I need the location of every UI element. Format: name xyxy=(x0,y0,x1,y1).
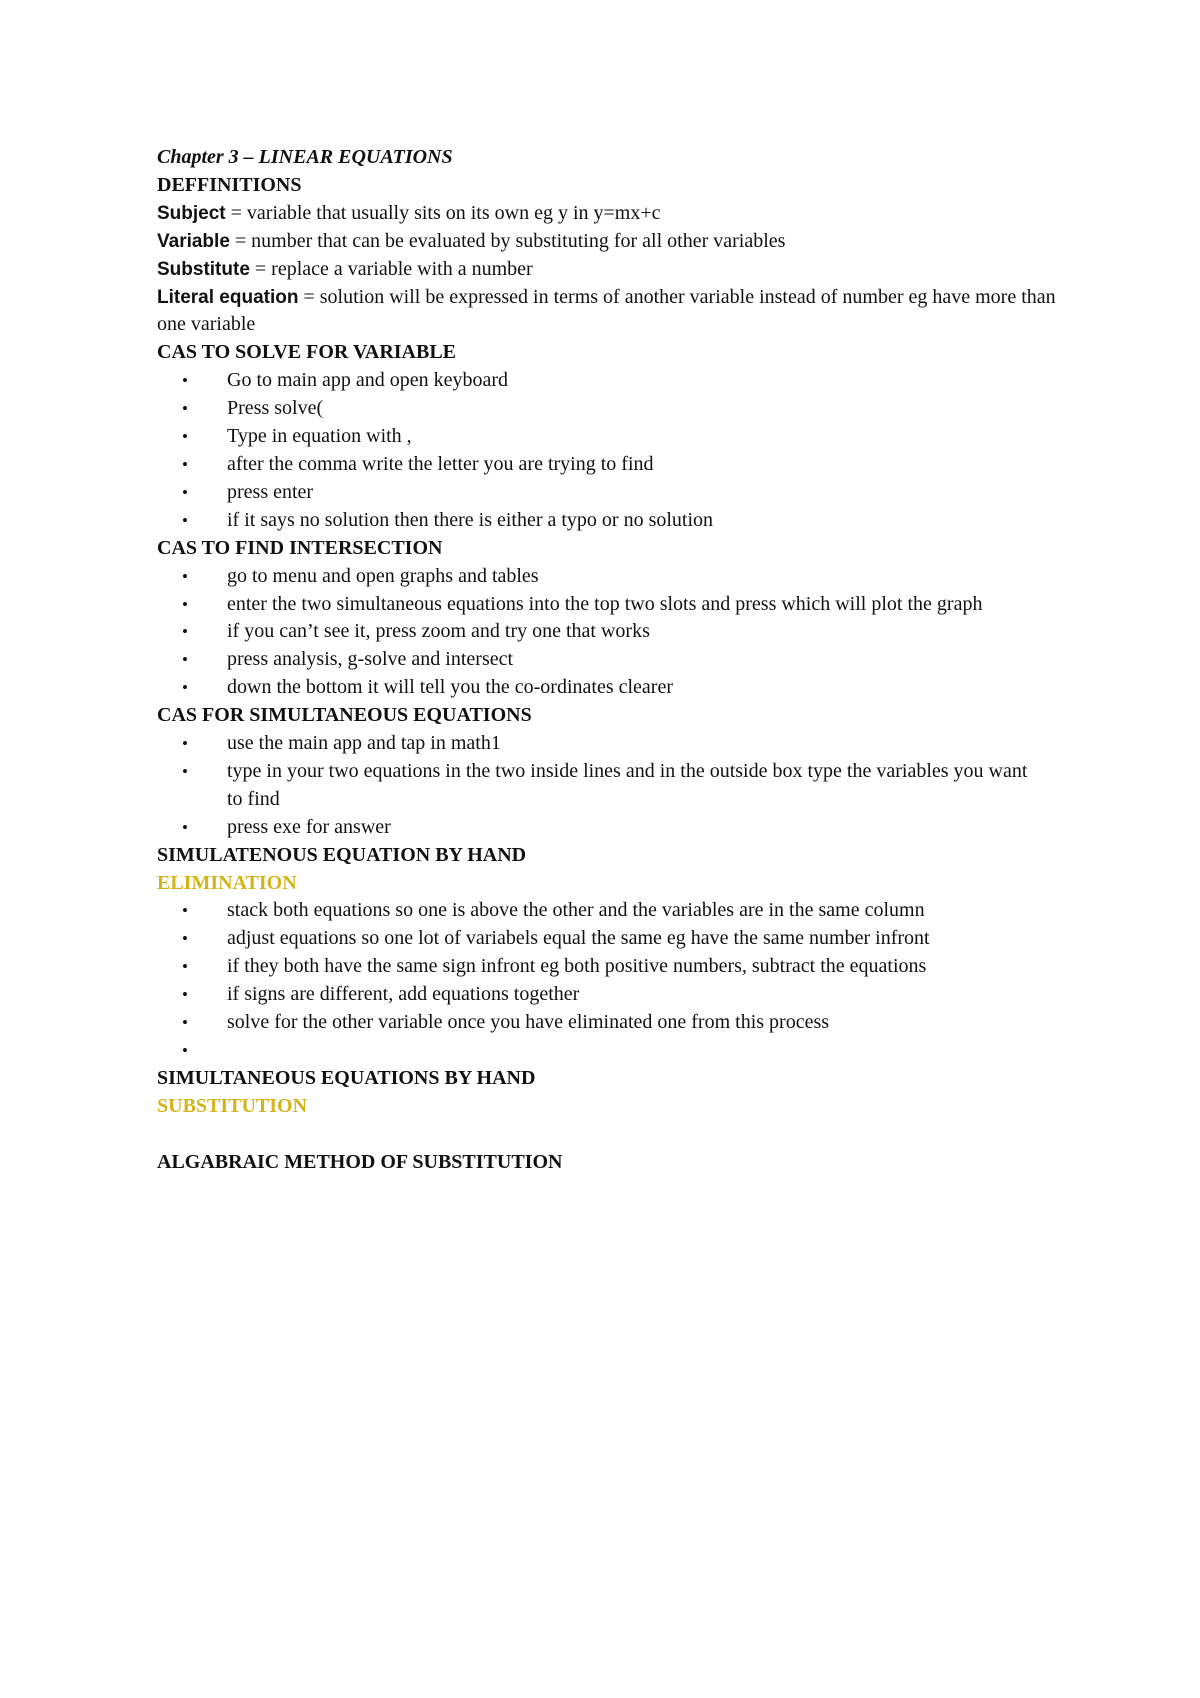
list-item xyxy=(157,674,1047,702)
definition-term: Subject xyxy=(157,202,226,224)
list-item-text: press analysis, g-solve and intersect xyxy=(227,648,514,671)
list-item-text: press exe for answer xyxy=(227,815,391,838)
list-item xyxy=(157,507,1047,535)
bullet-icon: • xyxy=(182,817,188,837)
bullet-icon: • xyxy=(182,399,188,419)
bullet-icon: • xyxy=(182,678,188,698)
definition-variable xyxy=(157,228,1057,256)
list-item-text: if they both have the same sign infront eg both positive numbers, subtract the equations xyxy=(227,955,927,978)
list-item-text: press enter xyxy=(227,480,314,503)
bullet-icon: • xyxy=(182,929,188,949)
list-item-text: go to menu and open graphs and tables xyxy=(227,564,539,587)
blank-line xyxy=(157,1121,1057,1149)
list-item xyxy=(157,1009,1047,1037)
cas-solve-list xyxy=(157,367,1057,534)
list-item xyxy=(157,925,1047,953)
bullet-icon: • xyxy=(182,734,188,754)
list-item xyxy=(157,423,1047,451)
list-item xyxy=(157,395,1047,423)
list-item-text: after the comma write the letter you are trying to find xyxy=(227,452,654,475)
definition-term: Variable xyxy=(157,230,230,252)
bullet-icon: • xyxy=(182,371,188,391)
definition-text: = variable that usually sits on its own eg y in y=mx+c xyxy=(225,201,661,224)
definition-term: Substitute xyxy=(157,258,250,280)
elimination-heading: SIMULATENOUS EQUATION BY HAND xyxy=(157,843,527,866)
list-item-text: if signs are different, add equations together xyxy=(227,983,580,1006)
bullet-icon: • xyxy=(182,957,188,977)
definition-text: = replace a variable with a number xyxy=(249,257,533,280)
elimination-list xyxy=(157,897,1057,1064)
list-item xyxy=(157,479,1047,507)
list-item xyxy=(157,563,1047,591)
bullet-icon: • xyxy=(182,1013,188,1033)
bullet-icon: • xyxy=(182,1041,188,1060)
list-item xyxy=(157,897,1047,925)
bullet-icon: • xyxy=(182,482,188,502)
bullet-icon: • xyxy=(182,566,188,586)
list-item xyxy=(157,451,1047,479)
list-item xyxy=(157,953,1047,981)
list-item-text: Go to main app and open keyboard xyxy=(227,369,509,392)
algebraic-heading: ALGABRAIC METHOD OF SUBSTITUTION xyxy=(157,1150,563,1173)
list-item-text: type in your two equations in the two inside lines and in the outside box type the variables you want to find xyxy=(227,759,1028,810)
cas-simultaneous-list xyxy=(157,730,1057,842)
list-item xyxy=(157,730,1047,758)
definition-text: = number that can be evaluated by substituting for all other variables xyxy=(229,229,786,252)
substitution-subheading: SUBSTITUTION xyxy=(157,1094,308,1117)
list-item-text: Type in equation with , xyxy=(227,425,412,448)
definition-subject xyxy=(157,200,1057,228)
page-title: Chapter 3 – LINEAR EQUATIONS xyxy=(157,146,453,168)
substitution-heading: SIMULTANEOUS EQUATIONS BY HAND xyxy=(157,1066,536,1089)
list-item-text: if you can’t see it, press zoom and try one that works xyxy=(227,620,650,643)
list-item xyxy=(157,367,1047,395)
list-item-text: enter the two simultaneous equations into the top two slots and press which will plot the graph xyxy=(227,592,983,615)
bullet-icon: • xyxy=(182,622,188,642)
list-item xyxy=(157,646,1047,674)
list-item xyxy=(157,591,1047,619)
list-item xyxy=(157,814,1047,842)
list-item xyxy=(157,1037,1047,1065)
definitions-heading: DEFFINITIONS xyxy=(157,173,302,196)
cas-solve-heading: CAS TO SOLVE FOR VARIABLE xyxy=(157,341,457,364)
cas-simultaneous-heading: CAS FOR SIMULTANEOUS EQUATIONS xyxy=(157,704,532,727)
list-item xyxy=(157,758,1047,814)
bullet-icon: • xyxy=(182,650,188,670)
cas-intersection-list xyxy=(157,563,1057,703)
bullet-icon: • xyxy=(182,901,188,921)
bullet-icon: • xyxy=(182,427,188,447)
bullet-icon: • xyxy=(182,985,188,1005)
list-item-text: solve for the other variable once you have eliminated one from this process xyxy=(227,1011,830,1034)
list-item-text: adjust equations so one lot of variabels equal the same eg have the same number infront xyxy=(227,927,930,950)
list-item-text: stack both equations so one is above the other and the variables are in the same column xyxy=(227,899,925,922)
definition-substitute xyxy=(157,256,1057,284)
list-item-text: down the bottom it will tell you the co-ordinates clearer xyxy=(227,676,673,699)
elimination-subheading: ELIMINATION xyxy=(157,871,297,894)
list-item-text: use the main app and tap in math1 xyxy=(227,732,501,755)
definition-literal-equation xyxy=(157,284,1057,340)
list-item xyxy=(157,981,1047,1009)
list-item-text: if it says no solution then there is either a typo or no solution xyxy=(227,508,714,531)
document-page xyxy=(157,144,1057,1177)
cas-intersection-heading: CAS TO FIND INTERSECTION xyxy=(157,536,443,559)
bullet-icon: • xyxy=(182,594,188,614)
bullet-icon: • xyxy=(182,454,188,474)
definition-term: Literal equation xyxy=(157,286,299,308)
bullet-icon: • xyxy=(182,761,188,781)
definition-text: = solution will be expressed in terms of another variable instead of number eg have more than one variable xyxy=(157,285,1056,336)
bullet-icon: • xyxy=(182,510,188,530)
list-item-text: Press solve( xyxy=(227,397,324,420)
list-item-text xyxy=(227,1039,232,1061)
list-item xyxy=(157,618,1047,646)
